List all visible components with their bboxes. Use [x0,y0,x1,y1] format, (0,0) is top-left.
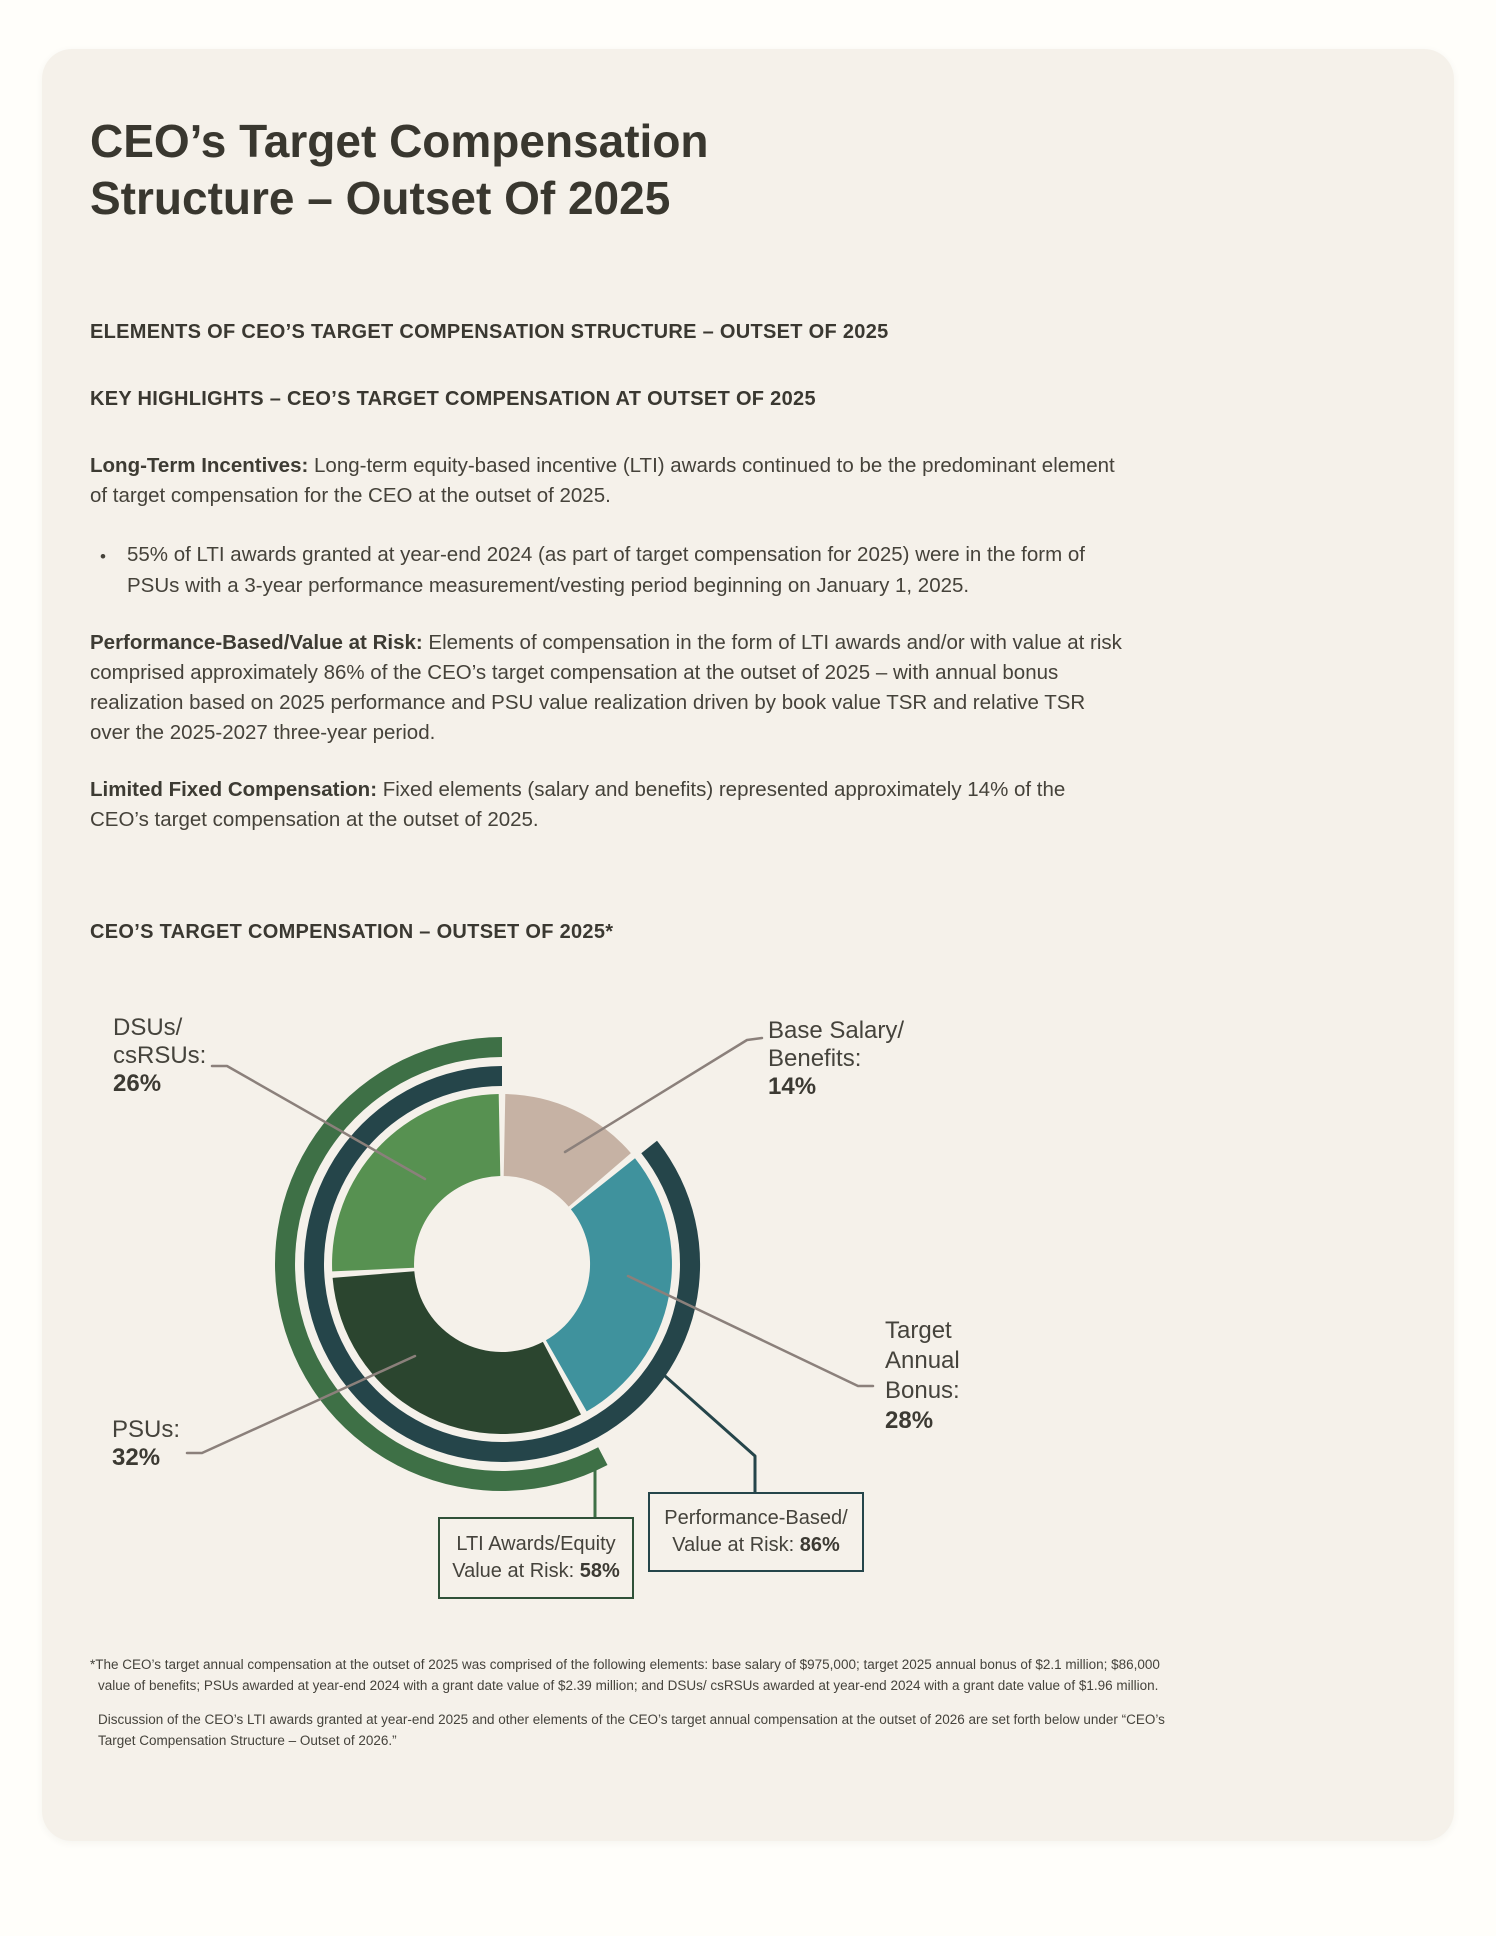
label-value: 28% [885,1407,934,1435]
callout-line: LTI Awards/Equity [456,1533,616,1556]
callout-line: Value at Risk: 58% [452,1560,620,1583]
content-card [42,49,1454,1841]
callout-lti-awards [438,1517,634,1599]
bullet-item-psu-mix [90,539,1127,601]
callout-line: Performance-Based/ [664,1507,848,1530]
label-line: DSUs/ [113,1014,183,1042]
footnote-asterisk: *The CEO’s target annual compensation at the outset of 2025 was comprised of the following elements: base salary of $975,000; target 2025 annual bonus of $2.1 million; $86,000 value of benefits; PSUs awarded at year-end 2024 with a grant date value of $2.39 million; and DSUs/ csRSUs awarded at year-end 2024 with a grant date value of $1.96 million. [90,1657,1160,1694]
callout-line: Value at Risk: 86% [672,1534,840,1557]
paragraph-text: Elements of compensation in the form of LTI awards and/or with value at risk comprised approximately 86% of the CEO’s target compensation at the outset of 2025 – with annual bonus realization based on 2025 performance and PSU value realization driven by book value TSR and relative TSR over the 2025-2027 three-year period. [90,631,1122,745]
callout-performance-based [648,1492,864,1572]
compensation-donut-chart [80,994,1420,1642]
footnotes [90,1654,1173,1751]
paragraph-text: Fixed elements (salary and benefits) represented approximately 14% of the CEO’s target compensation at the outset of 2025. [90,778,1066,832]
paragraph-lead: Performance-Based/Value at Risk: [90,631,423,655]
label-line: Bonus: [885,1377,960,1405]
bullet-text: 55% of LTI awards granted at year-end 2024 (as part of target compensation for 2025) were in the form of PSUs with a 3-year performance measurement/vesting period beginning on January 1, 2025. [127,543,1085,598]
page-title: CEO’s Target Compensation Structure – Outset Of 2025 [90,115,709,225]
elements-section-heading: ELEMENTS OF CEO’S TARGET COMPENSATION STRUCTURE – OUTSET OF 2025 [90,321,889,344]
paragraph-long-term-incentives [90,451,1125,511]
label-line: Annual [885,1347,960,1375]
paragraph-lead: Long-Term Incentives: [90,454,309,478]
label-target-annual-bonus [885,1316,960,1436]
label-line: Benefits: [768,1045,862,1073]
leader-line-base [565,1038,762,1152]
content [42,49,1454,1751]
label-base-salary [768,1017,904,1101]
label-psus [112,1416,180,1472]
paragraph-performance-based [90,628,1125,748]
footnote-discussion: Discussion of the CEO’s LTI awards granted at year-end 2025 and other elements of the CEO’s target annual compensation at the outset of 2026 are set forth below under “CEO’s Target Compensation Structure – Outset of 2026.” [98,1712,1165,1749]
label-value: 14% [768,1073,817,1101]
donut-segments-and-rings [275,1037,700,1491]
connector-risk-box [665,1376,755,1492]
label-value: 32% [112,1444,161,1472]
label-line: Base Salary/ [768,1017,905,1045]
label-line: PSUs: [112,1416,181,1444]
label-line: csRSUs: [113,1042,207,1070]
paragraph-lead: Limited Fixed Compensation: [90,778,378,802]
donut-segment-dsus-csrsus [332,1094,500,1271]
paragraph-limited-fixed [90,775,1125,835]
label-value: 26% [113,1070,162,1098]
key-highlights-heading: KEY HIGHLIGHTS – CEO’S TARGET COMPENSATION AT OUTSET OF 2025 [90,388,816,411]
label-dsus [113,1014,206,1098]
label-line: Target [885,1317,952,1345]
paragraph-text: Long-term equity-based incentive (LTI) awards continued to be the predominant element of target compensation for the CEO at the outset of 2025. [90,454,1115,508]
chart-heading: CEO’S TARGET COMPENSATION – OUTSET OF 2025* [90,921,614,944]
